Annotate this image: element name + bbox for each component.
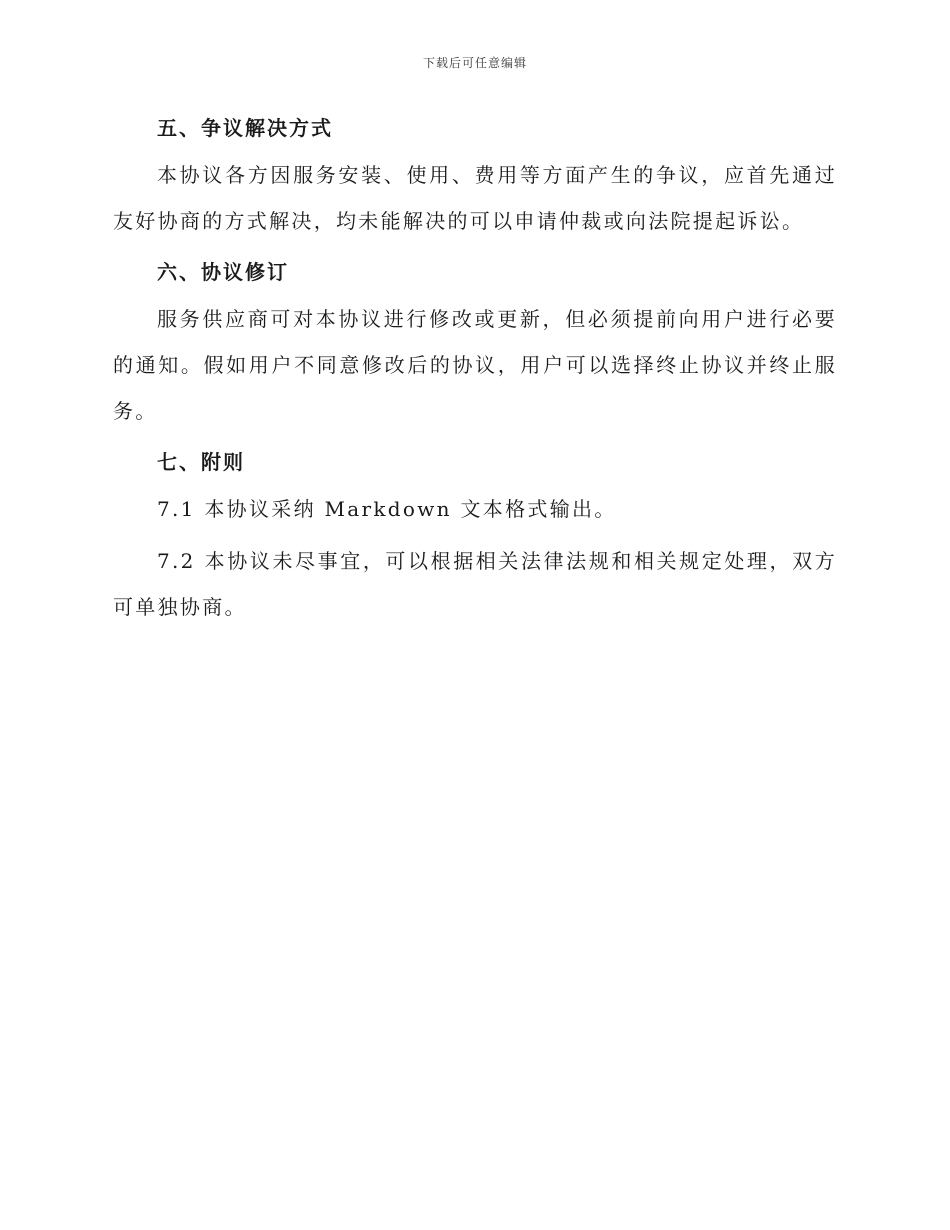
paragraph: 服务供应商可对本协议进行修改或更新，但必须提前向用户进行必要的通知。假如用户不同意修改后的协议，用户可以选择终止协议并终止服务。 <box>113 307 837 423</box>
section-heading: 五、争议解决方式 <box>157 116 333 140</box>
paragraph: 本协议各方因服务安装、使用、费用等方面产生的争议，应首先通过友好协商的方式解决，均未能解决的可以申请仲裁或向法院提起诉讼。 <box>113 163 837 233</box>
section-supplementary-provisions <box>113 442 837 630</box>
section-heading: 六、协议修订 <box>157 260 289 284</box>
paragraph: 7.2 本协议未尽事宜，可以根据相关法律法规和相关规定处理，双方可单独协商。 <box>113 549 837 619</box>
document-body <box>113 108 837 630</box>
section-heading: 七、附则 <box>157 450 245 474</box>
section-agreement-revision <box>113 252 837 434</box>
page-header: 下载后可任意编辑 <box>422 56 527 70</box>
section-dispute-resolution <box>113 108 837 244</box>
paragraph: 7.1 本协议采纳 Markdown 文本格式输出。 <box>157 497 617 521</box>
